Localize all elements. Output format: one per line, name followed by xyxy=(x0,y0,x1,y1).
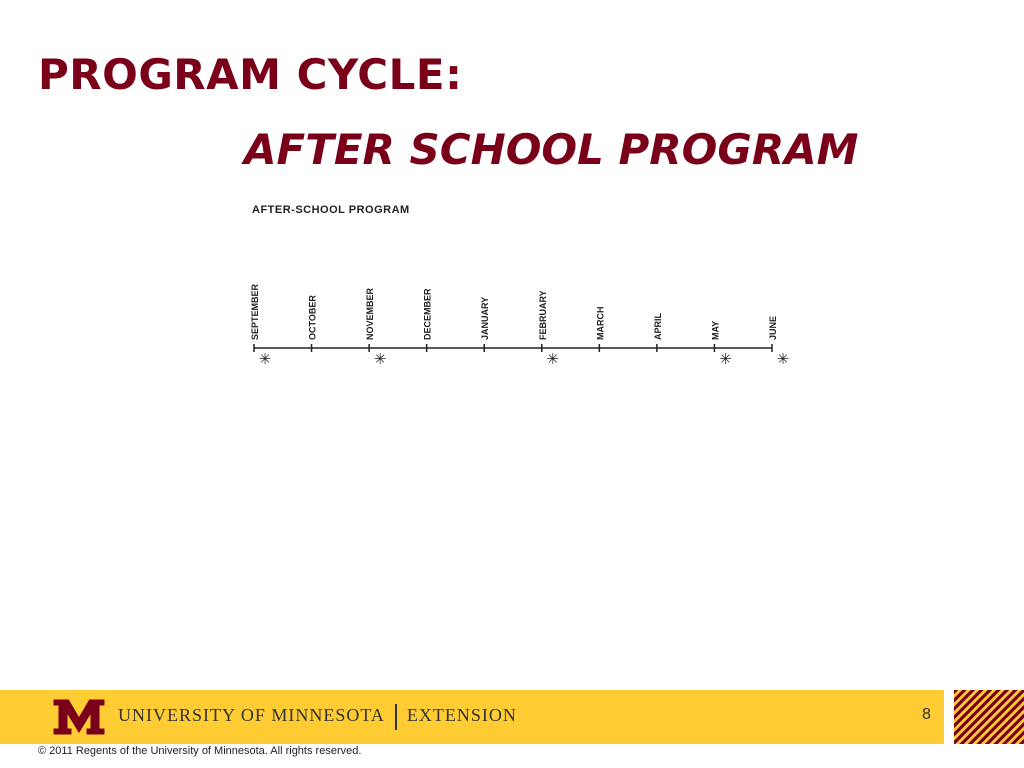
month-label: JANUARY xyxy=(480,296,491,340)
university-wordmark xyxy=(118,704,517,730)
university-m-logo xyxy=(52,698,106,736)
asterisk-marker: ✳ xyxy=(258,351,272,368)
month-label: FEBRUARY xyxy=(537,290,548,340)
slide-subtitle: AFTER SCHOOL PROGRAM xyxy=(244,125,859,174)
month-label: DECEMBER xyxy=(422,288,433,340)
timeline-months xyxy=(250,283,789,368)
timeline-heading: AFTER-SCHOOL PROGRAM xyxy=(252,204,410,216)
month-label: SEPTEMBER xyxy=(250,283,260,340)
month-label: NOVEMBER xyxy=(365,287,376,340)
month-label: APRIL xyxy=(652,313,663,340)
month-label: MAY xyxy=(710,320,721,340)
month-label: OCTOBER xyxy=(307,295,318,340)
copyright-text: © 2011 Regents of the University of Minnesota. All rights reserved. xyxy=(38,745,362,757)
footer-stripes xyxy=(954,690,1024,744)
slide-title: PROGRAM CYCLE: xyxy=(38,50,463,99)
month-label: JUNE xyxy=(768,315,778,340)
month-label: MARCH xyxy=(595,306,606,340)
extension-label: EXTENSION xyxy=(406,705,517,726)
page-number: 8 xyxy=(922,706,931,723)
asterisk-marker: ✳ xyxy=(546,351,560,368)
wordmark-divider xyxy=(395,704,397,730)
asterisk-marker: ✳ xyxy=(719,351,732,368)
timeline-diagram xyxy=(240,195,800,385)
asterisk-marker: ✳ xyxy=(776,351,790,368)
university-name: UNIVERSITY OF MINNESOTA xyxy=(118,705,385,726)
asterisk-marker: ✳ xyxy=(373,351,387,368)
